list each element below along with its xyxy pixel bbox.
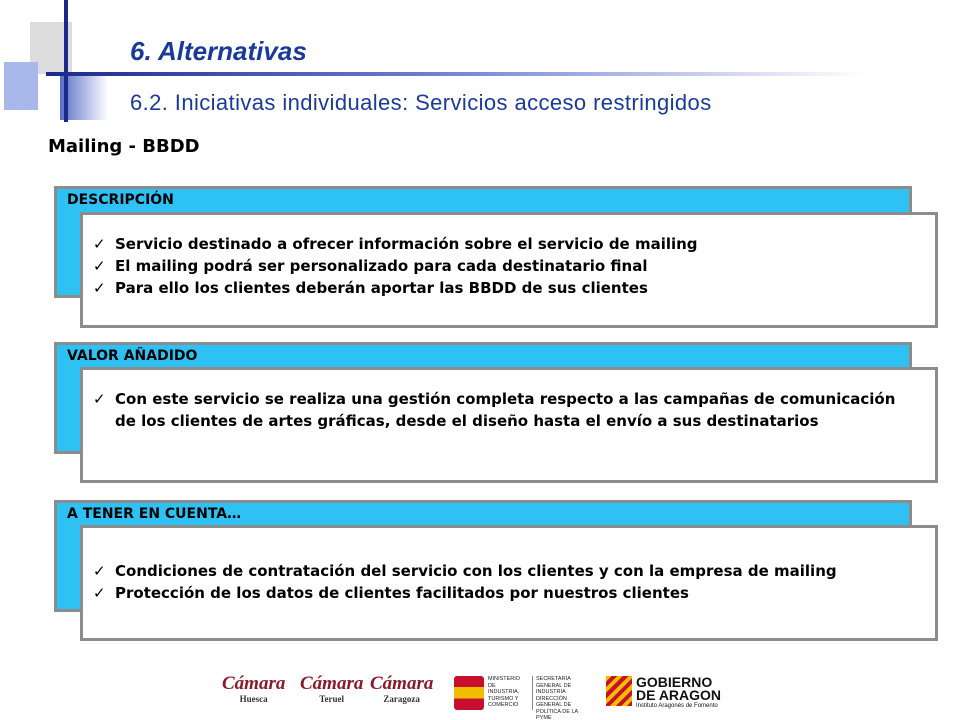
decorative-vertical-line — [64, 0, 68, 122]
check-icon: ✓ — [93, 390, 106, 408]
check-icon: ✓ — [93, 235, 106, 253]
spain-crest-icon — [454, 676, 484, 710]
list-item: ✓ Servicio destinado a ofrecer información sobre el servicio de mailing — [93, 235, 698, 253]
section-heading: Mailing - BBDD — [48, 136, 200, 157]
gobierno-aragon-logo: GOBIERNO DE ARAGON Instituto Aragonés de Fomento — [606, 676, 721, 711]
list-item: ✓ Con este servicio se realiza una gestión completa respecto a las campañas de comunicación de los clientes de artes gráficas, desde el diseño hasta el envío a sus destinatarios — [93, 390, 896, 430]
camara-huesca-logo: Cámara Huesca — [222, 673, 286, 704]
check-icon: ✓ — [93, 257, 106, 275]
decorative-horizontal-line — [46, 72, 866, 76]
check-icon: ✓ — [93, 584, 106, 602]
descripcion-content-box — [80, 212, 938, 328]
list-item: ✓ Protección de los datos de clientes facilitados por nuestros clientes — [93, 584, 689, 602]
descripcion-label: DESCRIPCIÓN — [67, 192, 174, 208]
ministerio-logo: MINISTERIO DE INDUSTRIA, TURISMO Y COMERCIO SECRETARÍA GENERAL DE INDUSTRIA DIRECCIÓN GENERAL DE POLÍTICA DE LA PYME — [454, 676, 594, 710]
valor-anadido-content-box — [80, 367, 938, 483]
list-item: ✓ El mailing podrá ser personalizado para cada destinatario final — [93, 257, 648, 275]
list-item: ✓ Para ello los clientes deberán aportar las BBDD de sus clientes — [93, 279, 648, 297]
decorative-square-lightblue — [4, 62, 38, 110]
a-tener-en-cuenta-label: A TENER EN CUENTA… — [67, 506, 242, 522]
a-tener-en-cuenta-content-box — [80, 525, 938, 641]
footer-logos — [222, 673, 742, 720]
slide-title: 6. Alternativas — [130, 36, 307, 66]
valor-anadido-label: VALOR AÑADIDO — [67, 348, 198, 364]
slide-subtitle: 6.2. Iniciativas individuales: Servicios acceso restringidos — [130, 90, 712, 115]
camara-teruel-logo: Cámara Teruel — [300, 673, 364, 704]
camara-zaragoza-logo: Cámara Zaragoza — [370, 673, 434, 704]
aragon-stripes-icon — [606, 676, 632, 706]
check-icon: ✓ — [93, 279, 106, 297]
list-item: ✓ Condiciones de contratación del servicio con los clientes y con la empresa de mailing — [93, 562, 837, 580]
check-icon: ✓ — [93, 562, 106, 580]
